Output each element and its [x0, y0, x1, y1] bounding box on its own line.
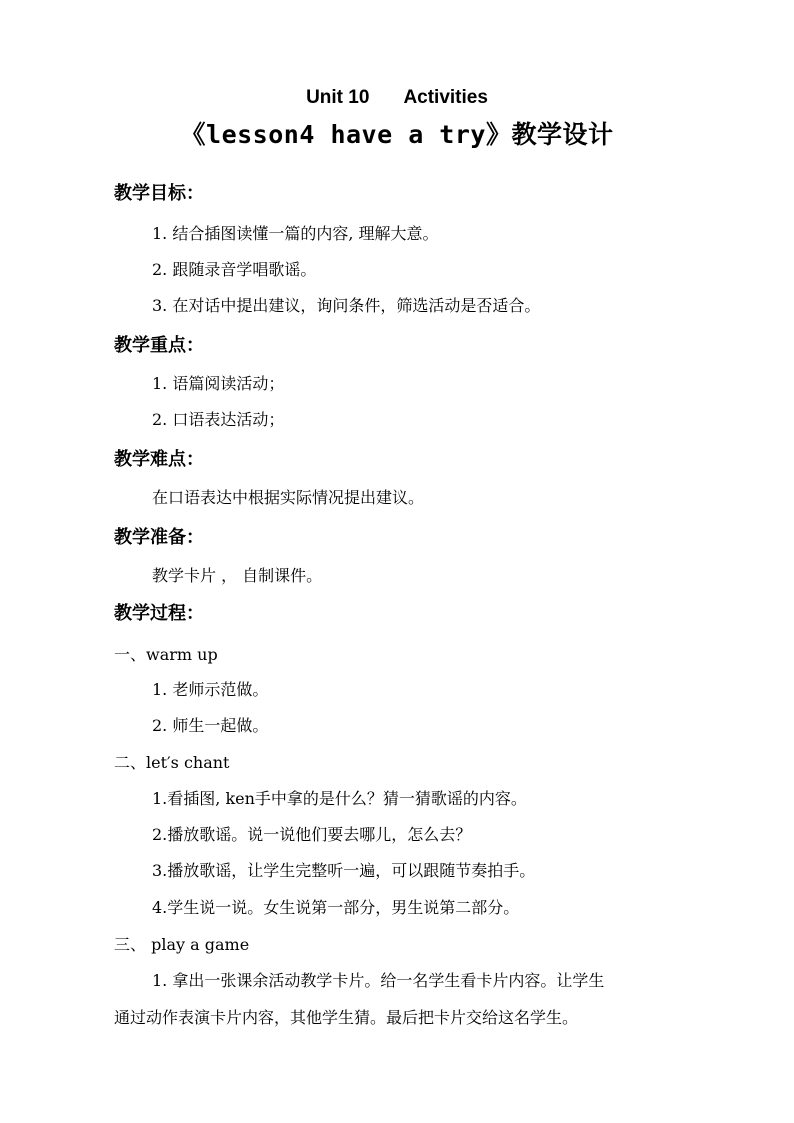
- process-heading: 教学过程：: [114, 603, 204, 624]
- objective-item: 2. 跟随录音学唱歌谣。: [152, 260, 317, 279]
- difficulties-text: 在口语表达中根据实际情况提出建议。: [152, 488, 425, 507]
- process-section-title: 一、warm up: [114, 645, 218, 664]
- process-step: 1. 拿出一张课余活动教学卡片。给一名学生看卡片内容。让学生: [152, 971, 605, 990]
- key-point-item: 2. 口语表达活动；: [152, 410, 285, 429]
- key-point-item: 1. 语篇阅读活动；: [152, 374, 285, 393]
- unit-name: Activities: [403, 87, 488, 108]
- unit-number: Unit 10: [306, 87, 370, 108]
- process-step: 3.播放歌谣，让学生完整听一遍，可以跟随节奏拍手。: [152, 861, 536, 880]
- objectives-heading: 教学目标：: [114, 183, 204, 204]
- preparation-text: 教学卡片 ， 自制课件。: [152, 566, 323, 585]
- process-step: 1. 老师示范做。: [152, 680, 269, 699]
- process-step: 1.看插图, ken手中拿的是什么？猜一猜歌谣的内容。: [152, 789, 527, 808]
- process-step: 2.播放歌谣。说一说他们要去哪儿，怎么去？: [152, 825, 472, 844]
- process-step: 2. 师生一起做。: [152, 716, 269, 735]
- key-points-heading: 教学重点：: [114, 335, 204, 356]
- unit-title: [0, 88, 794, 107]
- process-section-title: 二、let′s chant: [114, 753, 230, 772]
- difficulties-heading: 教学难点：: [114, 449, 204, 470]
- process-step: 4.学生说一说。女生说第一部分，男生说第二部分。: [152, 898, 520, 917]
- objective-item: 1. 结合插图读懂一篇的内容, 理解大意。: [152, 224, 439, 243]
- process-section-title: 三、 play a game: [114, 935, 250, 954]
- preparation-heading: 教学准备：: [114, 527, 204, 548]
- lesson-title: 《lesson4 have a try》教学设计: [180, 120, 614, 149]
- objective-item: 3. 在对话中提出建议，询问条件，筛选活动是否适合。: [152, 296, 541, 315]
- process-step-continued: 通过动作表演卡片内容，其他学生猜。最后把卡片交给这名学生。: [114, 1008, 579, 1027]
